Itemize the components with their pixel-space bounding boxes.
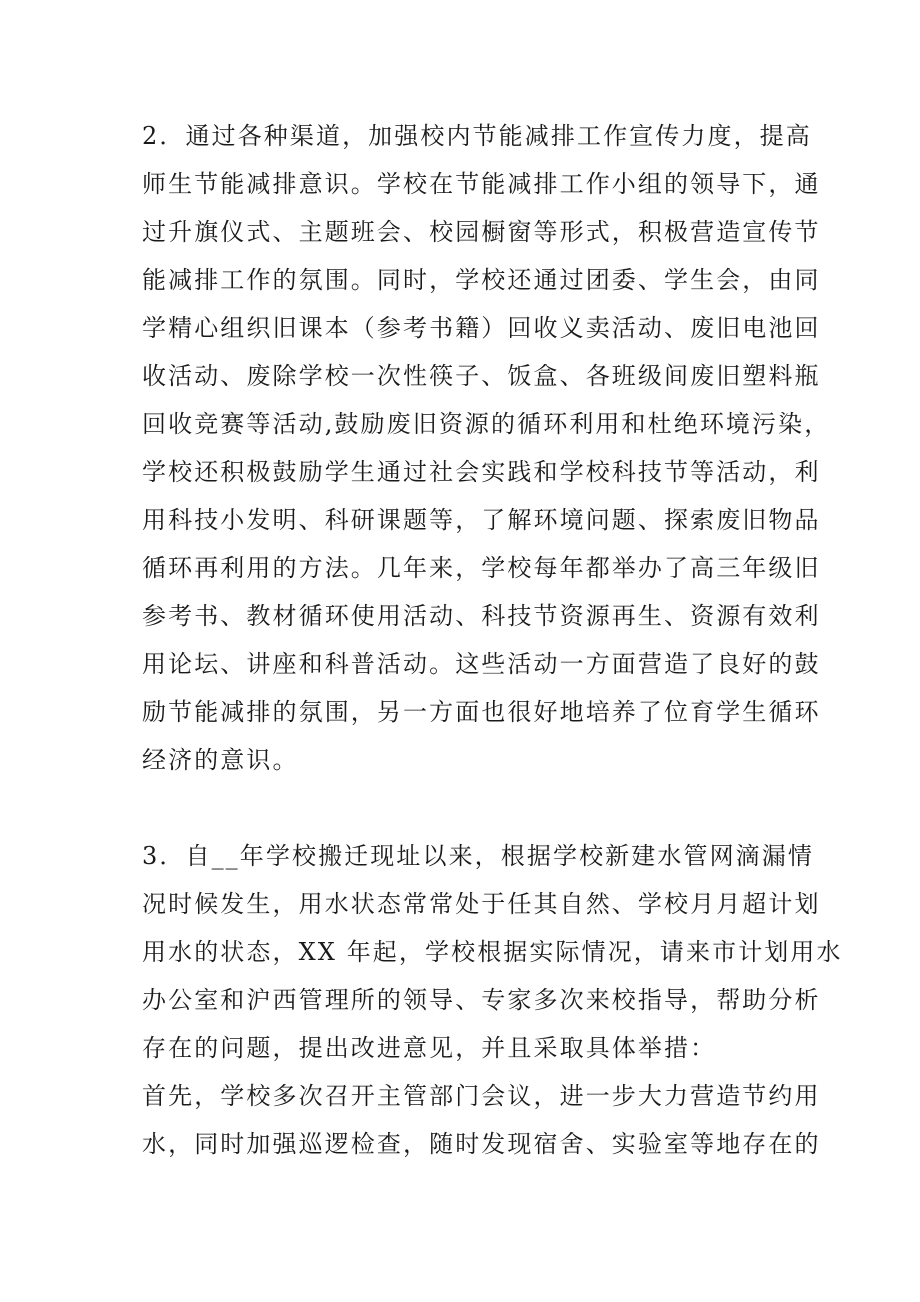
paragraph-2-line-6: 收活动、废除学校一次性筷子、饭盒、各班级间废旧塑料瓶 — [142, 362, 821, 390]
paragraph-2-line-7: 回收竞赛等活动,鼓励废旧资源的循环利用和杜绝环境污染， — [142, 410, 831, 438]
paragraph-2-line-4: 能减排工作的氛围。同时，学校还通过团委、学生会，由同 — [142, 266, 821, 294]
paragraph-2-line-10: 循环再利用的方法。几年来，学校每年都举办了高三年级旧 — [142, 554, 821, 582]
paragraph-4-line-2: 水，同时加强巡逻检查，随时发现宿舍、实验室等地存在的 — [142, 1130, 821, 1158]
paragraph-3-line-2: 况时候发生，用水状态常常处于任其自然、学校月月超计划 — [142, 890, 821, 918]
paragraph-2-line-11: 参考书、教材循环使用活动、科技节资源再生、资源有效利 — [142, 602, 821, 630]
paragraph-2-line-14: 经济的意识。 — [142, 746, 299, 774]
paragraph-2-line-12: 用论坛、讲座和科普活动。这些活动一方面营造了良好的鼓 — [142, 650, 821, 678]
paragraph-3-line-4: 办公室和沪西管理所的领导、专家多次来校指导，帮助分析 — [142, 986, 821, 1014]
paragraph-4-line-1: 首先，学校多次召开主管部门会议，进一步大力营造节约用 — [142, 1082, 821, 1110]
paragraph-2-line-5: 学精心组织旧课本（参考书籍）回收义卖活动、废旧电池回 — [142, 314, 821, 342]
paragraph-2-line-2: 师生节能减排意识。学校在节能减排工作小组的领导下，通 — [142, 170, 821, 198]
paragraph-3-line-5: 存在的问题，提出改进意见，并且采取具体举措： — [142, 1034, 717, 1062]
paragraph-2-line-8: 学校还积极鼓励学生通过社会实践和学校科技节等活动，利 — [142, 458, 821, 486]
paragraph-2-line-3: 过升旗仪式、主题班会、校园橱窗等形式，积极营造宣传节 — [142, 218, 821, 246]
paragraph-2-line-1: 2．通过各种渠道，加强校内节能减排工作宣传力度，提高 — [142, 122, 812, 150]
paragraph-2-line-9: 用科技小发明、科研课题等，了解环境问题、探索废旧物品 — [142, 506, 821, 534]
paragraph-2-line-13: 励节能减排的氛围，另一方面也很好地培养了位育学生循环 — [142, 698, 821, 726]
paragraph-3-line-3: 用水的状态，XX 年起，学校根据实际情况，请来市计划用水 — [142, 938, 843, 966]
paragraph-3-line-1: 3．自__年学校搬迁现址以来，根据学校新建水管网滴漏情 — [142, 842, 814, 870]
